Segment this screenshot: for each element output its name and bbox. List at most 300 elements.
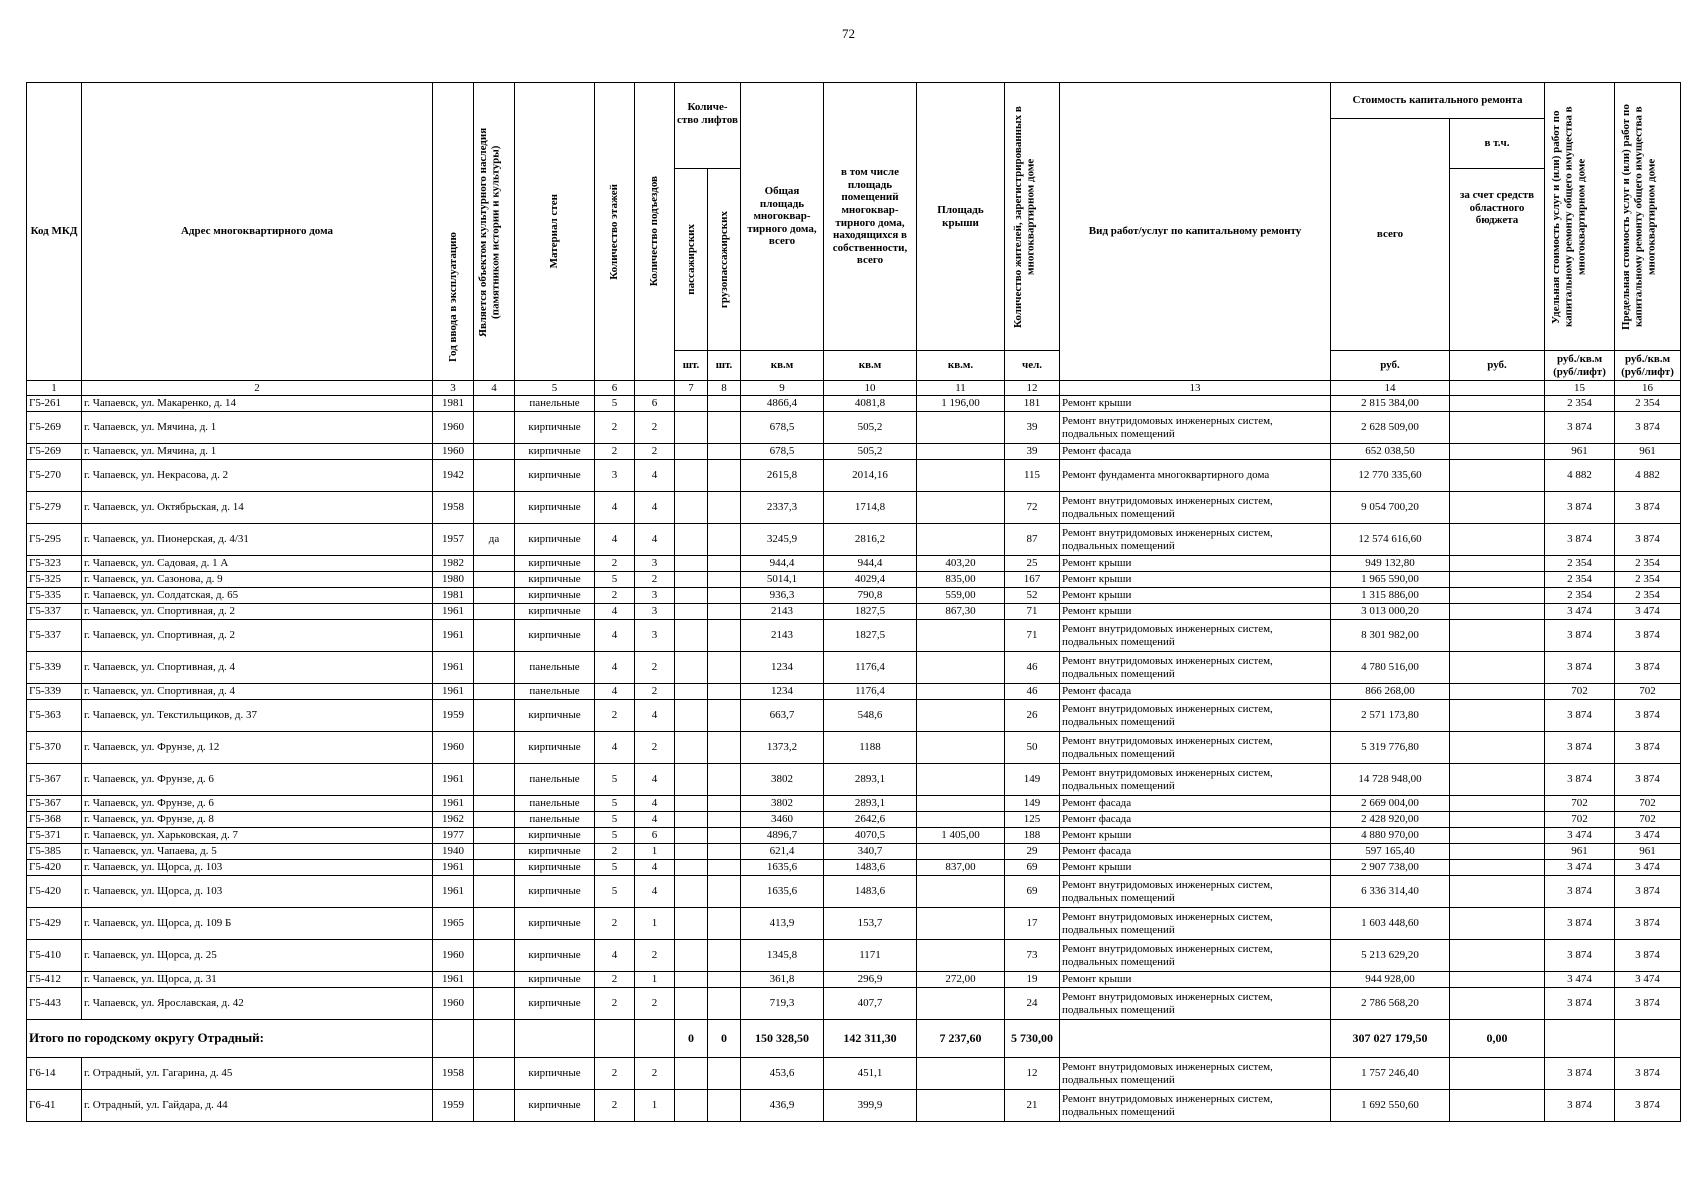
cell-heritage [474,876,515,908]
cell-max-cost: 3 874 [1615,1090,1681,1122]
cell-cost-total: 8 301 982,00 [1331,620,1450,652]
cell-wall-material: кирпичные [515,588,595,604]
cell-work-type: Ремонт фасада [1060,844,1331,860]
table-row [27,492,1681,524]
cell-unit-cost: 3 874 [1545,524,1615,556]
cell-residents: 125 [1005,812,1060,828]
table-row [27,988,1681,1020]
cell-floors: 2 [595,972,635,988]
cell-total-area: 621,4 [741,844,824,860]
cell-entrances: 1 [635,1090,675,1122]
cell-residents: 21 [1005,1090,1060,1122]
col-num: 9 [741,381,824,396]
cell-heritage: да [474,524,515,556]
table-row [27,460,1681,492]
cell-lifts-cargo [708,524,741,556]
cell-entrances: 2 [635,572,675,588]
cell-wall-material: кирпичные [515,828,595,844]
cell-address: г. Чапаевск, ул. Спортивная, д. 4 [82,652,433,684]
table-row [27,444,1681,460]
cell-cost-total: 1 315 886,00 [1331,588,1450,604]
cell-wall-material: кирпичные [515,908,595,940]
unit-owned-area: кв.м [824,351,917,381]
cell-code: Г5-420 [27,860,82,876]
header-address: Адрес многоквартирного дома [82,83,433,381]
header-floors: Количество этажей [595,83,635,381]
cell-total-area: 3460 [741,812,824,828]
cell-owned-area: 1827,5 [824,620,917,652]
cell-wall-material: кирпичные [515,604,595,620]
cell-cost-regional [1450,620,1545,652]
cell-code: Г5-335 [27,588,82,604]
page-number: 72 [842,26,855,41]
cell-year: 1940 [433,844,474,860]
cell-cost-regional [1450,988,1545,1020]
cell-roof-area [917,908,1005,940]
cell-heritage [474,588,515,604]
total-empty [515,1020,595,1058]
cell-year: 1981 [433,588,474,604]
cell-cost-total: 2 428 920,00 [1331,812,1450,828]
cell-heritage [474,764,515,796]
cell-lifts-passenger [675,588,708,604]
header-heritage: Является объектом культурного наследия (памятником истории и культуры) [474,83,515,381]
cell-lifts-cargo [708,700,741,732]
unit-lifts-cargo: шт. [708,351,741,381]
total-empty [474,1020,515,1058]
cell-address: г. Чапаевск, ул. Текстильщиков, д. 37 [82,700,433,732]
cell-unit-cost: 3 474 [1545,972,1615,988]
cell-roof-area: 272,00 [917,972,1005,988]
cell-cost-regional [1450,1058,1545,1090]
cell-entrances: 4 [635,492,675,524]
cell-address: г. Чапаевск, ул. Фрунзе, д. 12 [82,732,433,764]
unit-residents: чел. [1005,351,1060,381]
unit-unit-cost: руб./кв.м (руб/лифт) [1545,351,1615,381]
cell-total-area: 2143 [741,604,824,620]
table-row [27,1058,1681,1090]
cell-year: 1961 [433,972,474,988]
table-row [27,860,1681,876]
cell-lifts-passenger [675,556,708,572]
cell-floors: 4 [595,524,635,556]
cell-year: 1942 [433,460,474,492]
cell-floors: 5 [595,860,635,876]
cell-total-area: 1635,6 [741,860,824,876]
cell-cost-total: 2 628 509,00 [1331,412,1450,444]
cell-cost-total: 6 336 314,40 [1331,876,1450,908]
cell-entrances: 1 [635,844,675,860]
cell-wall-material: панельные [515,684,595,700]
cell-residents: 26 [1005,700,1060,732]
cell-cost-total: 5 213 629,20 [1331,940,1450,972]
cell-work-type: Ремонт внутридомовых инженерных систем, подвальных помещений [1060,524,1331,556]
cell-unit-cost: 961 [1545,844,1615,860]
cell-wall-material: панельные [515,812,595,828]
cell-floors: 2 [595,700,635,732]
cell-address: г. Чапаевск, ул. Пионерская, д. 4/31 [82,524,433,556]
cell-cost-regional [1450,492,1545,524]
cell-cost-total: 9 054 700,20 [1331,492,1450,524]
cell-roof-area: 867,30 [917,604,1005,620]
cell-residents: 39 [1005,412,1060,444]
cell-roof-area: 403,20 [917,556,1005,572]
cell-lifts-passenger [675,940,708,972]
cell-cost-regional [1450,700,1545,732]
cell-cost-regional [1450,460,1545,492]
cell-residents: 46 [1005,684,1060,700]
header-cost-incl: в т.ч. [1450,119,1545,169]
cell-max-cost: 961 [1615,844,1681,860]
header-owned-area: в том числе площадь помещений многоквар-тирного дома, находящихся в собственности, всего [824,83,917,351]
cell-residents: 25 [1005,556,1060,572]
cell-floors: 4 [595,604,635,620]
cell-lifts-passenger [675,492,708,524]
total-residents: 5 730,00 [1005,1020,1060,1058]
cell-entrances: 2 [635,412,675,444]
cell-address: г. Чапаевск, ул. Сазонова, д. 9 [82,572,433,588]
cell-lifts-cargo [708,972,741,988]
cell-cost-regional [1450,572,1545,588]
cell-lifts-passenger [675,1090,708,1122]
col-num: 4 [474,381,515,396]
cell-entrances: 3 [635,556,675,572]
total-work [1060,1020,1331,1058]
cell-roof-area [917,620,1005,652]
cell-lifts-cargo [708,460,741,492]
table-row [27,700,1681,732]
cell-work-type: Ремонт внутридомовых инженерных систем, подвальных помещений [1060,620,1331,652]
table-row [27,620,1681,652]
cell-code: Г5-367 [27,764,82,796]
cell-code: Г5-261 [27,396,82,412]
cell-roof-area: 835,00 [917,572,1005,588]
header-entrances: Количество подъездов [635,83,675,381]
cell-max-cost: 3 474 [1615,972,1681,988]
cell-total-area: 4896,7 [741,828,824,844]
col-num [635,381,675,396]
cell-address: г. Чапаевск, ул. Фрунзе, д. 6 [82,796,433,812]
cell-entrances: 4 [635,764,675,796]
cell-cost-regional [1450,684,1545,700]
cell-entrances: 4 [635,812,675,828]
cell-floors: 2 [595,844,635,860]
cell-cost-regional [1450,860,1545,876]
col-num: 12 [1005,381,1060,396]
cell-lifts-passenger [675,444,708,460]
cell-work-type: Ремонт внутридомовых инженерных систем, подвальных помещений [1060,492,1331,524]
cell-unit-cost: 3 474 [1545,828,1615,844]
cell-heritage [474,604,515,620]
cell-code: Г5-269 [27,444,82,460]
cell-heritage [474,940,515,972]
unit-max-cost: руб./кв.м (руб/лифт) [1615,351,1681,381]
cell-wall-material: кирпичные [515,1058,595,1090]
cell-cost-total: 2 571 173,80 [1331,700,1450,732]
cell-entrances: 1 [635,972,675,988]
cell-lifts-passenger [675,604,708,620]
cell-heritage [474,684,515,700]
cell-heritage [474,460,515,492]
cell-floors: 2 [595,588,635,604]
cell-code: Г5-337 [27,604,82,620]
cell-total-area: 944,4 [741,556,824,572]
cell-work-type: Ремонт крыши [1060,588,1331,604]
cell-residents: 69 [1005,860,1060,876]
cell-floors: 3 [595,460,635,492]
cell-total-area: 436,9 [741,1090,824,1122]
cell-wall-material: кирпичные [515,860,595,876]
cell-code: Г6-14 [27,1058,82,1090]
cell-heritage [474,796,515,812]
cell-owned-area: 4029,4 [824,572,917,588]
cell-unit-cost: 2 354 [1545,588,1615,604]
cell-lifts-cargo [708,556,741,572]
total-empty [433,1020,474,1058]
col-num [1450,381,1545,396]
cell-cost-total: 866 268,00 [1331,684,1450,700]
cell-residents: 115 [1005,460,1060,492]
cell-lifts-passenger [675,524,708,556]
cell-residents: 69 [1005,876,1060,908]
cell-cost-total: 4 880 970,00 [1331,828,1450,844]
cell-owned-area: 505,2 [824,412,917,444]
cell-roof-area [917,844,1005,860]
cell-unit-cost: 3 474 [1545,860,1615,876]
cell-lifts-passenger [675,1058,708,1090]
cell-cost-regional [1450,412,1545,444]
cell-cost-total: 4 780 516,00 [1331,652,1450,684]
cell-heritage [474,812,515,828]
table-row [27,572,1681,588]
column-number-row [27,381,1681,396]
table-header [27,83,1681,396]
total-row [27,1020,1681,1058]
cell-lifts-cargo [708,908,741,940]
cell-lifts-passenger [675,844,708,860]
cell-wall-material: панельные [515,764,595,796]
cell-floors: 5 [595,764,635,796]
cell-heritage [474,620,515,652]
cell-total-area: 3245,9 [741,524,824,556]
cell-year: 1961 [433,684,474,700]
cell-owned-area: 4081,8 [824,396,917,412]
cell-floors: 5 [595,876,635,908]
cell-floors: 2 [595,556,635,572]
cell-residents: 71 [1005,620,1060,652]
cell-owned-area: 407,7 [824,988,917,1020]
cell-residents: 149 [1005,796,1060,812]
cell-total-area: 719,3 [741,988,824,1020]
cell-total-area: 1635,6 [741,876,824,908]
cell-owned-area: 1483,6 [824,876,917,908]
cell-total-area: 2615,8 [741,460,824,492]
cell-max-cost: 3 874 [1615,940,1681,972]
cell-work-type: Ремонт фасада [1060,796,1331,812]
cell-owned-area: 505,2 [824,444,917,460]
cell-roof-area [917,764,1005,796]
cell-year: 1960 [433,412,474,444]
cell-address: г. Чапаевск, ул. Спортивная, д. 2 [82,604,433,620]
cell-wall-material: кирпичные [515,444,595,460]
cell-heritage [474,444,515,460]
cell-unit-cost: 2 354 [1545,396,1615,412]
cell-year: 1982 [433,556,474,572]
cell-code: Г5-339 [27,684,82,700]
cell-lifts-cargo [708,940,741,972]
cell-code: Г5-279 [27,492,82,524]
table-row [27,1090,1681,1122]
total-regional: 0,00 [1450,1020,1545,1058]
col-num: 15 [1545,381,1615,396]
cell-owned-area: 2642,6 [824,812,917,828]
cell-roof-area [917,460,1005,492]
cell-wall-material: кирпичные [515,492,595,524]
cell-residents: 24 [1005,988,1060,1020]
unit-roof-area: кв.м. [917,351,1005,381]
cell-heritage [474,492,515,524]
cell-address: г. Чапаевск, ул. Октябрьская, д. 14 [82,492,433,524]
cell-unit-cost: 3 874 [1545,876,1615,908]
cell-lifts-cargo [708,444,741,460]
cell-cost-regional [1450,604,1545,620]
cell-heritage [474,556,515,572]
cell-cost-regional [1450,940,1545,972]
cell-max-cost: 3 874 [1615,988,1681,1020]
cell-address: г. Чапаевск, ул. Садовая, д. 1 А [82,556,433,572]
cell-cost-regional [1450,588,1545,604]
cell-unit-cost: 3 474 [1545,604,1615,620]
cell-lifts-passenger [675,972,708,988]
cell-wall-material: кирпичные [515,972,595,988]
cell-address: г. Чапаевск, ул. Щорса, д. 103 [82,876,433,908]
cell-address: г. Чапаевск, ул. Макаренко, д. 14 [82,396,433,412]
cell-work-type: Ремонт внутридомовых инженерных систем, подвальных помещений [1060,732,1331,764]
cell-floors: 5 [595,796,635,812]
cell-entrances: 3 [635,620,675,652]
cell-lifts-passenger [675,572,708,588]
cell-unit-cost: 3 874 [1545,652,1615,684]
header-cost-regional: за счет средств областного бюджета [1450,169,1545,351]
cell-code: Г5-412 [27,972,82,988]
total-empty [635,1020,675,1058]
cell-cost-regional [1450,396,1545,412]
cell-entrances: 2 [635,732,675,764]
unit-cost-total: руб. [1331,351,1450,381]
cell-address: г. Чапаевск, ул. Щорса, д. 25 [82,940,433,972]
cell-heritage [474,700,515,732]
cell-heritage [474,988,515,1020]
cell-roof-area [917,732,1005,764]
cell-owned-area: 1827,5 [824,604,917,620]
cell-cost-total: 2 786 568,20 [1331,988,1450,1020]
cell-address: г. Чапаевск, ул. Спортивная, д. 2 [82,620,433,652]
table-row [27,876,1681,908]
cell-floors: 4 [595,684,635,700]
cell-cost-total: 2 815 384,00 [1331,396,1450,412]
cell-roof-area [917,700,1005,732]
cell-lifts-cargo [708,1058,741,1090]
cell-owned-area: 1714,8 [824,492,917,524]
cell-total-area: 1234 [741,684,824,700]
cell-work-type: Ремонт крыши [1060,396,1331,412]
cell-cost-regional [1450,796,1545,812]
cell-roof-area [917,444,1005,460]
cell-lifts-cargo [708,1090,741,1122]
cell-entrances: 3 [635,604,675,620]
cell-code: Г5-420 [27,876,82,908]
cell-year: 1965 [433,908,474,940]
table-row [27,812,1681,828]
cell-max-cost: 3 874 [1615,620,1681,652]
cell-owned-area: 790,8 [824,588,917,604]
table-row [27,556,1681,572]
header-year: Год ввода в эксплуатацию [433,83,474,381]
cell-owned-area: 1176,4 [824,652,917,684]
cell-heritage [474,1058,515,1090]
cell-max-cost: 3 874 [1615,700,1681,732]
cell-total-area: 5014,1 [741,572,824,588]
cell-year: 1959 [433,700,474,732]
cell-work-type: Ремонт внутридомовых инженерных систем, подвальных помещений [1060,1058,1331,1090]
header-code: Код МКД [27,83,82,381]
cell-roof-area [917,876,1005,908]
cell-address: г. Чапаевск, ул. Щорса, д. 103 [82,860,433,876]
cell-address: г. Чапаевск, ул. Мячина, д. 1 [82,412,433,444]
cell-code: Г5-325 [27,572,82,588]
header-cost-total: всего [1331,119,1450,351]
cell-lifts-cargo [708,412,741,444]
cell-year: 1958 [433,492,474,524]
cell-total-area: 2337,3 [741,492,824,524]
cell-heritage [474,412,515,444]
cell-max-cost: 3 874 [1615,1058,1681,1090]
cell-heritage [474,732,515,764]
cell-wall-material: кирпичные [515,1090,595,1122]
cell-cost-total: 949 132,80 [1331,556,1450,572]
cell-entrances: 2 [635,1058,675,1090]
cell-entrances: 2 [635,988,675,1020]
cell-entrances: 4 [635,876,675,908]
cell-lifts-cargo [708,572,741,588]
cell-cost-total: 1 603 448,60 [1331,908,1450,940]
cell-max-cost: 3 874 [1615,908,1681,940]
col-num: 5 [515,381,595,396]
cell-total-area: 453,6 [741,1058,824,1090]
table-row [27,764,1681,796]
cell-heritage [474,1090,515,1122]
cell-roof-area [917,492,1005,524]
cell-year: 1961 [433,620,474,652]
table-row [27,828,1681,844]
col-num: 8 [708,381,741,396]
cell-year: 1960 [433,732,474,764]
cell-cost-regional [1450,764,1545,796]
cell-residents: 149 [1005,764,1060,796]
header-max-cost: Предельная стоимость услуг и (или) работ по капитальному ремонту общего имущества в многоквартирном доме [1615,83,1681,351]
cell-address: г. Отрадный, ул. Гагарина, д. 45 [82,1058,433,1090]
cell-lifts-cargo [708,828,741,844]
cell-floors: 5 [595,396,635,412]
cell-entrances: 3 [635,588,675,604]
header-lifts: Количе-ство лифтов [675,83,741,169]
cell-entrances: 4 [635,524,675,556]
cell-owned-area: 4070,5 [824,828,917,844]
cell-roof-area: 1 405,00 [917,828,1005,844]
cell-year: 1961 [433,604,474,620]
cell-unit-cost: 702 [1545,812,1615,828]
cell-max-cost: 3 874 [1615,764,1681,796]
